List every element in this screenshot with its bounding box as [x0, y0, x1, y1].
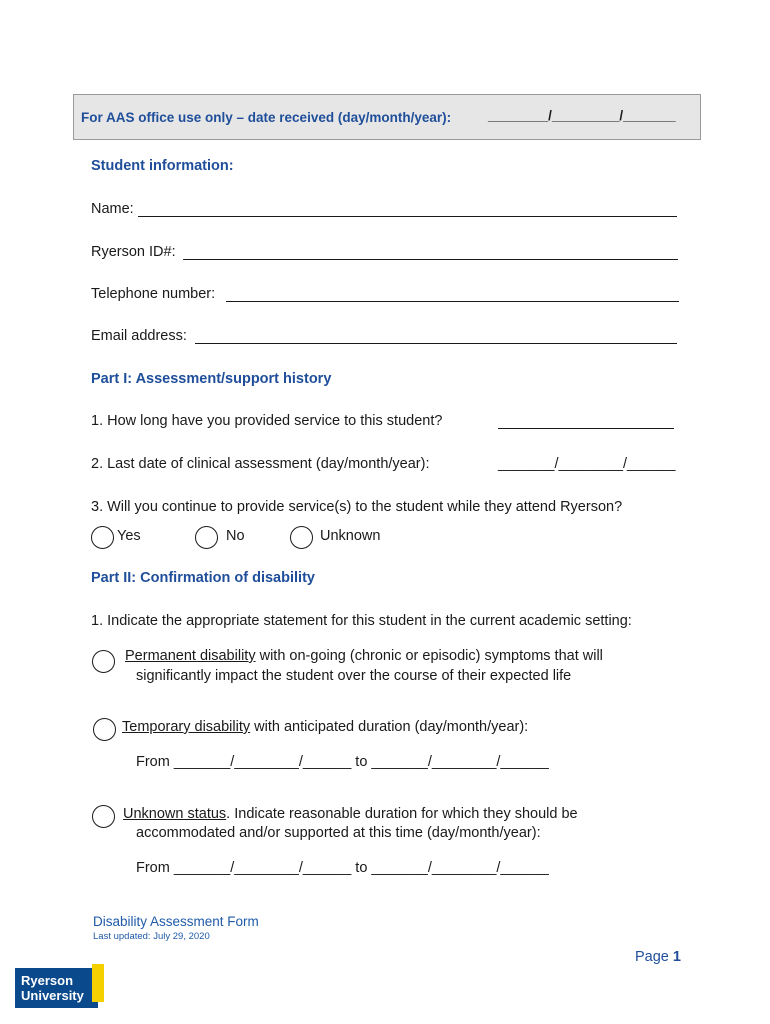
radio-unknown-status[interactable] [92, 805, 115, 828]
unknown-text-line2: accommodated and/or supported at this time (day/month/year): [136, 825, 541, 841]
logo-line-2: University [21, 988, 84, 1003]
unknown-title: Unknown status [123, 806, 227, 822]
telephone-label: Telephone number: [91, 286, 216, 302]
office-use-box [73, 94, 701, 140]
permanent-text: with on-going (chronic or episodic) symptoms that will [255, 648, 603, 664]
part1-heading: Part I: Assessment/support history [91, 371, 332, 387]
radio-temporary[interactable] [93, 718, 116, 741]
permanent-statement [125, 648, 603, 664]
service-duration-field[interactable] [498, 428, 674, 429]
name-field[interactable] [138, 216, 677, 217]
temporary-text: with anticipated duration (day/month/year): [250, 719, 529, 735]
page-number-value: 1 [672, 949, 681, 965]
temporary-statement [122, 719, 528, 735]
temporary-date-range[interactable]: From _______/________/______ to _______/________/______ [136, 754, 549, 770]
assessment-date-field[interactable]: _______/________/______ [498, 456, 676, 472]
unknown-statement [123, 806, 578, 822]
email-field[interactable] [195, 343, 677, 344]
part2-question-1: 1. Indicate the appropriate statement for this student in the current academic setting: [91, 613, 632, 629]
part1-question-2: 2. Last date of clinical assessment (day/month/year): [91, 456, 430, 472]
page-label: Page [635, 949, 673, 965]
student-info-heading: Student information: [91, 158, 234, 174]
name-label: Name: [91, 201, 134, 217]
part1-question-3: 3. Will you continue to provide service(s) to the student while they attend Ryerson? [91, 499, 623, 515]
telephone-field[interactable] [226, 301, 679, 302]
unknown-date-range[interactable]: From _______/________/______ to _______/________/______ [136, 860, 549, 876]
ryerson-university-logo [15, 968, 98, 1008]
part1-question-1: 1. How long have you provided service to this student? [91, 413, 443, 429]
last-updated: Last updated: July 29, 2020 [93, 931, 210, 942]
permanent-text-line2: significantly impact the student over the course of their expected life [136, 668, 572, 684]
radio-no[interactable] [195, 526, 218, 549]
ryerson-id-field[interactable] [183, 259, 678, 260]
logo-yellow-bar [92, 964, 104, 1002]
radio-yes[interactable] [91, 526, 114, 549]
temporary-title: Temporary disability [122, 719, 251, 735]
ryerson-id-label: Ryerson ID#: [91, 244, 176, 260]
radio-unknown[interactable] [290, 526, 313, 549]
unknown-text: . Indicate reasonable duration for which they should be [226, 806, 578, 822]
email-label: Email address: [91, 328, 187, 344]
date-received-field[interactable]: ________/_________/_______ [488, 108, 676, 123]
radio-no-label: No [226, 528, 245, 544]
permanent-title: Permanent disability [125, 648, 256, 664]
radio-yes-label: Yes [117, 528, 141, 544]
form-title: Disability Assessment Form [93, 914, 259, 929]
page-number [635, 949, 681, 965]
logo-line-1: Ryerson [21, 973, 74, 988]
office-use-label: For AAS office use only – date received (day/month/year): [81, 110, 452, 125]
radio-permanent[interactable] [92, 650, 115, 673]
part2-heading: Part II: Confirmation of disability [91, 570, 315, 586]
radio-unknown-label: Unknown [320, 528, 381, 544]
